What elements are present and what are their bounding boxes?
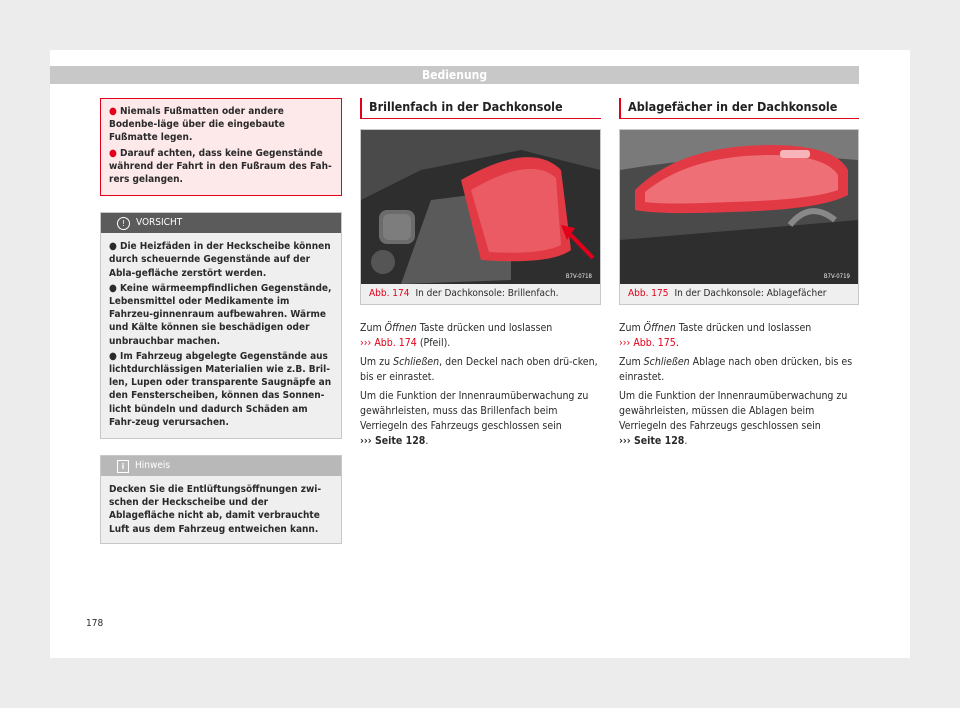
roof-storage-illustration: [620, 130, 858, 284]
caution-box: [100, 212, 342, 439]
section-text: Zum Öffnen Taste drücken und loslassen ››› Abb. 174 (Pfeil). Um zu Schließen, den Deckel nach oben drü-cken, bis er einrastet. Um die Funktion der Innenraumüberwachung zu gewährleisten, muss das Brillenfach beim Verriegeln des Fahrzeugs geschlossen sein ››› Seite 128.: [360, 322, 598, 447]
middle-column: [360, 98, 601, 453]
section-title: Ablagefächer in der Dachkonsole: [619, 98, 859, 119]
page-reference-link[interactable]: ››› Seite 128: [360, 435, 426, 447]
caution-item: ● Im Fahrzeug abgelegte Gegenstände aus lichtdurchlässigen Materialien wie z.B. Bril-len, Lupen oder transparente Saugnäpfe an den Fensterscheiben, können das Sonnen-licht bündeln und dadurch Schäden am Fahr-zeug verursachen.: [109, 350, 332, 428]
figure-reference-link[interactable]: ››› Abb. 175: [619, 337, 676, 349]
right-column: [619, 98, 859, 453]
figure-caption: Abb. 175 In der Dachkonsole: Ablagefächer: [620, 284, 858, 304]
storage-compartment-image: B7V-0719: [620, 130, 858, 284]
figure-175: [619, 129, 859, 305]
note-text: Decken Sie die Entlüftungsöffnungen zwi-schen der Heckscheibe und der Ablagefläche nicht ab, damit verbrauchte Luft aus dem Fahrzeug entweichen kann.: [109, 484, 322, 535]
caution-item: ● Keine wärmeempfindlichen Gegenstände, Lebensmittel oder Medikamente im Fahrzeu-ginnenraum aufbewahren. Wärme und Kälte können sie beschädigen oder unbrauchbar machen.: [109, 282, 332, 347]
page-header: Bedienung: [50, 66, 859, 84]
warning-item: ● Niemals Fußmatten oder andere Bodenbe-läge über die eingebaute Fußmatte legen.: [109, 106, 285, 144]
warning-box: [100, 98, 342, 196]
note-header: i Hinweis: [101, 456, 341, 476]
note-box: [100, 455, 342, 544]
page-number: 178: [86, 618, 104, 629]
info-icon: i: [117, 460, 129, 473]
page-reference-link[interactable]: ››› Seite 128: [619, 435, 685, 447]
left-column: [100, 98, 342, 544]
exclamation-icon: !: [117, 217, 130, 230]
section-text: Zum Öffnen Taste drücken und loslassen ››› Abb. 175. Zum Schließen Ablage nach oben drücken, bis es einrastet. Um die Funktion der Innenraumüberwachung zu gewährleisten, müssen die Ablagen beim Verriegeln des Fahrzeugs geschlossen sein ››› Seite 128.: [619, 322, 853, 447]
warning-item: ● Darauf achten, dass keine Gegenstände während der Fahrt in den Fußraum des Fah-rers gelangen.: [109, 147, 332, 186]
figure-174: [360, 129, 601, 305]
glasses-compartment-image: B7V-0718: [361, 130, 600, 284]
caution-item: ● Die Heizfäden in der Heckscheibe können durch scheuernde Gegenstände auf der Abla-gefläche zerstört werden.: [109, 241, 331, 279]
figure-reference-link[interactable]: ››› Abb. 174: [360, 337, 417, 349]
caution-header: ! VORSICHT: [101, 213, 341, 233]
roof-console-illustration: [361, 130, 600, 284]
section-title: Brillenfach in der Dachkonsole: [360, 98, 601, 119]
figure-caption: Abb. 174 In der Dachkonsole: Brillenfach.: [361, 284, 600, 304]
